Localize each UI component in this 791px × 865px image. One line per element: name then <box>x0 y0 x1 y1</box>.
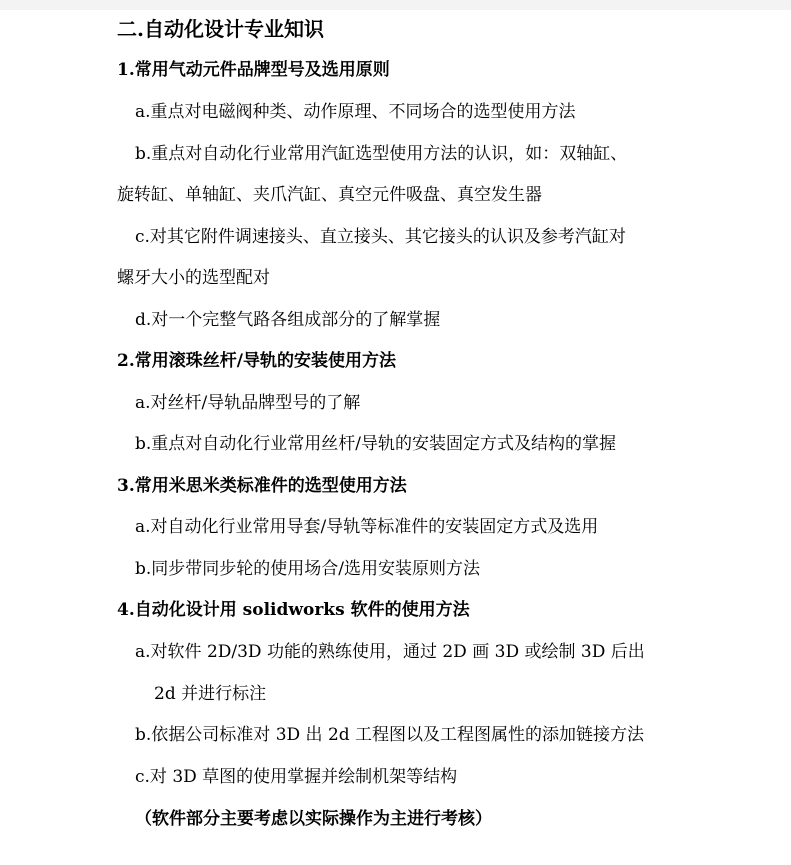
section-2-line-a: a.对丝杆/导轨品牌型号的了解 <box>135 393 361 413</box>
section-1-line-b-cont: 旋转缸、单轴缸、夹爪汽缸、真空元件吸盘、真空发生器 <box>117 185 542 205</box>
page-top-strip <box>0 0 791 10</box>
document-title: 二.自动化设计专业知识 <box>117 17 324 41</box>
section-1-line-d: d.对一个完整气路各组成部分的了解掌握 <box>135 310 441 330</box>
section-3-line-a: a.对自动化行业常用导套/导轨等标准件的安装固定方式及选用 <box>135 517 599 537</box>
section-heading-1: 1.常用气动元件品牌型号及选用原则 <box>117 60 390 80</box>
section-1-line-c: c.对其它附件调速接头、直立接头、其它接头的认识及参考汽缸对 <box>135 227 626 247</box>
section-4-line-a-cont: 2d 并进行标注 <box>154 684 267 704</box>
section-1-line-b: b.重点对自动化行业常用汽缸选型使用方法的认识，如：双轴缸、 <box>135 144 628 164</box>
section-4-line-c: c.对 3D 草图的使用掌握并绘制机架等结构 <box>135 767 458 787</box>
section-3-line-b: b.同步带同步轮的使用场合/选用安装原则方法 <box>135 559 481 579</box>
section-2-line-b: b.重点对自动化行业常用丝杆/导轨的安装固定方式及结构的掌握 <box>135 434 617 454</box>
assessment-note: （软件部分主要考虑以实际操作为主进行考核） <box>135 809 492 829</box>
section-heading-2: 2.常用滚珠丝杆/导轨的安装使用方法 <box>117 351 396 371</box>
section-1-line-a: a.重点对电磁阀种类、动作原理、不同场合的选型使用方法 <box>135 102 576 122</box>
section-1-line-c-cont: 螺牙大小的选型配对 <box>117 268 270 288</box>
section-4-line-b: b.依据公司标准对 3D 出 2d 工程图以及工程图属性的添加链接方法 <box>135 725 645 745</box>
section-heading-4: 4.自动化设计用 solidworks 软件的使用方法 <box>117 600 470 620</box>
section-4-line-a: a.对软件 2D/3D 功能的熟练使用，通过 2D 画 3D 或绘制 3D 后出 <box>135 642 645 662</box>
section-heading-3: 3.常用米思米类标准件的选型使用方法 <box>117 476 407 496</box>
